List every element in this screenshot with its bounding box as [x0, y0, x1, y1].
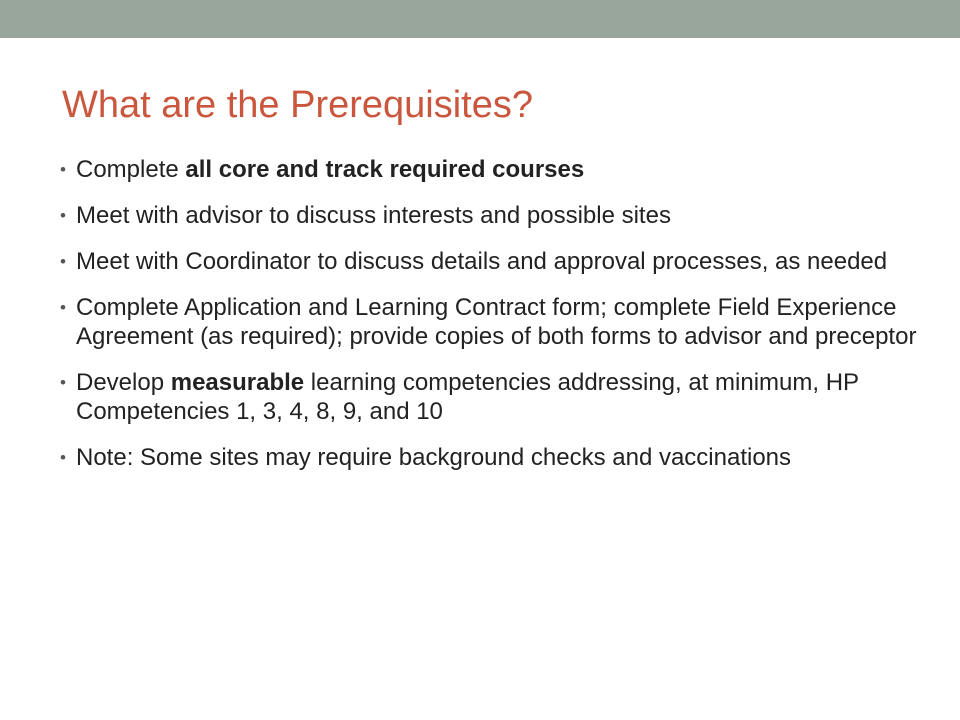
bullet-text-tail: learning competencies addressing, at minimum, HP Competencies 1, 3, 4, 8, 9, and 10: [76, 369, 859, 425]
slide-title: What are the Prerequisites?: [62, 84, 534, 126]
bullet-item-6: [62, 443, 922, 472]
bullet-emphasis: all core and track required courses: [185, 156, 585, 183]
bullet-item-4: [62, 293, 922, 351]
bullet-text: Note: Some sites may require background checks and vaccinations: [76, 444, 792, 471]
bullet-item-1: [62, 155, 922, 184]
bullet-list: [62, 155, 922, 489]
top-accent-band: [0, 0, 960, 38]
bullet-emphasis: measurable: [170, 369, 305, 396]
bullet-text: Develop: [76, 369, 171, 396]
bullet-text: Meet with Coordinator to discuss details and approval processes, as needed: [76, 248, 888, 275]
bullet-item-5: [62, 368, 922, 426]
bullet-item-2: [62, 201, 922, 230]
bullet-text: Complete Application and Learning Contract form; complete Field Experience Agreement (as required); provide copies of both forms to advisor and preceptor: [76, 294, 917, 350]
bullet-text: Meet with advisor to discuss interests and possible sites: [76, 202, 671, 229]
bullet-text: Complete: [76, 156, 186, 183]
bullet-item-3: [62, 247, 922, 276]
